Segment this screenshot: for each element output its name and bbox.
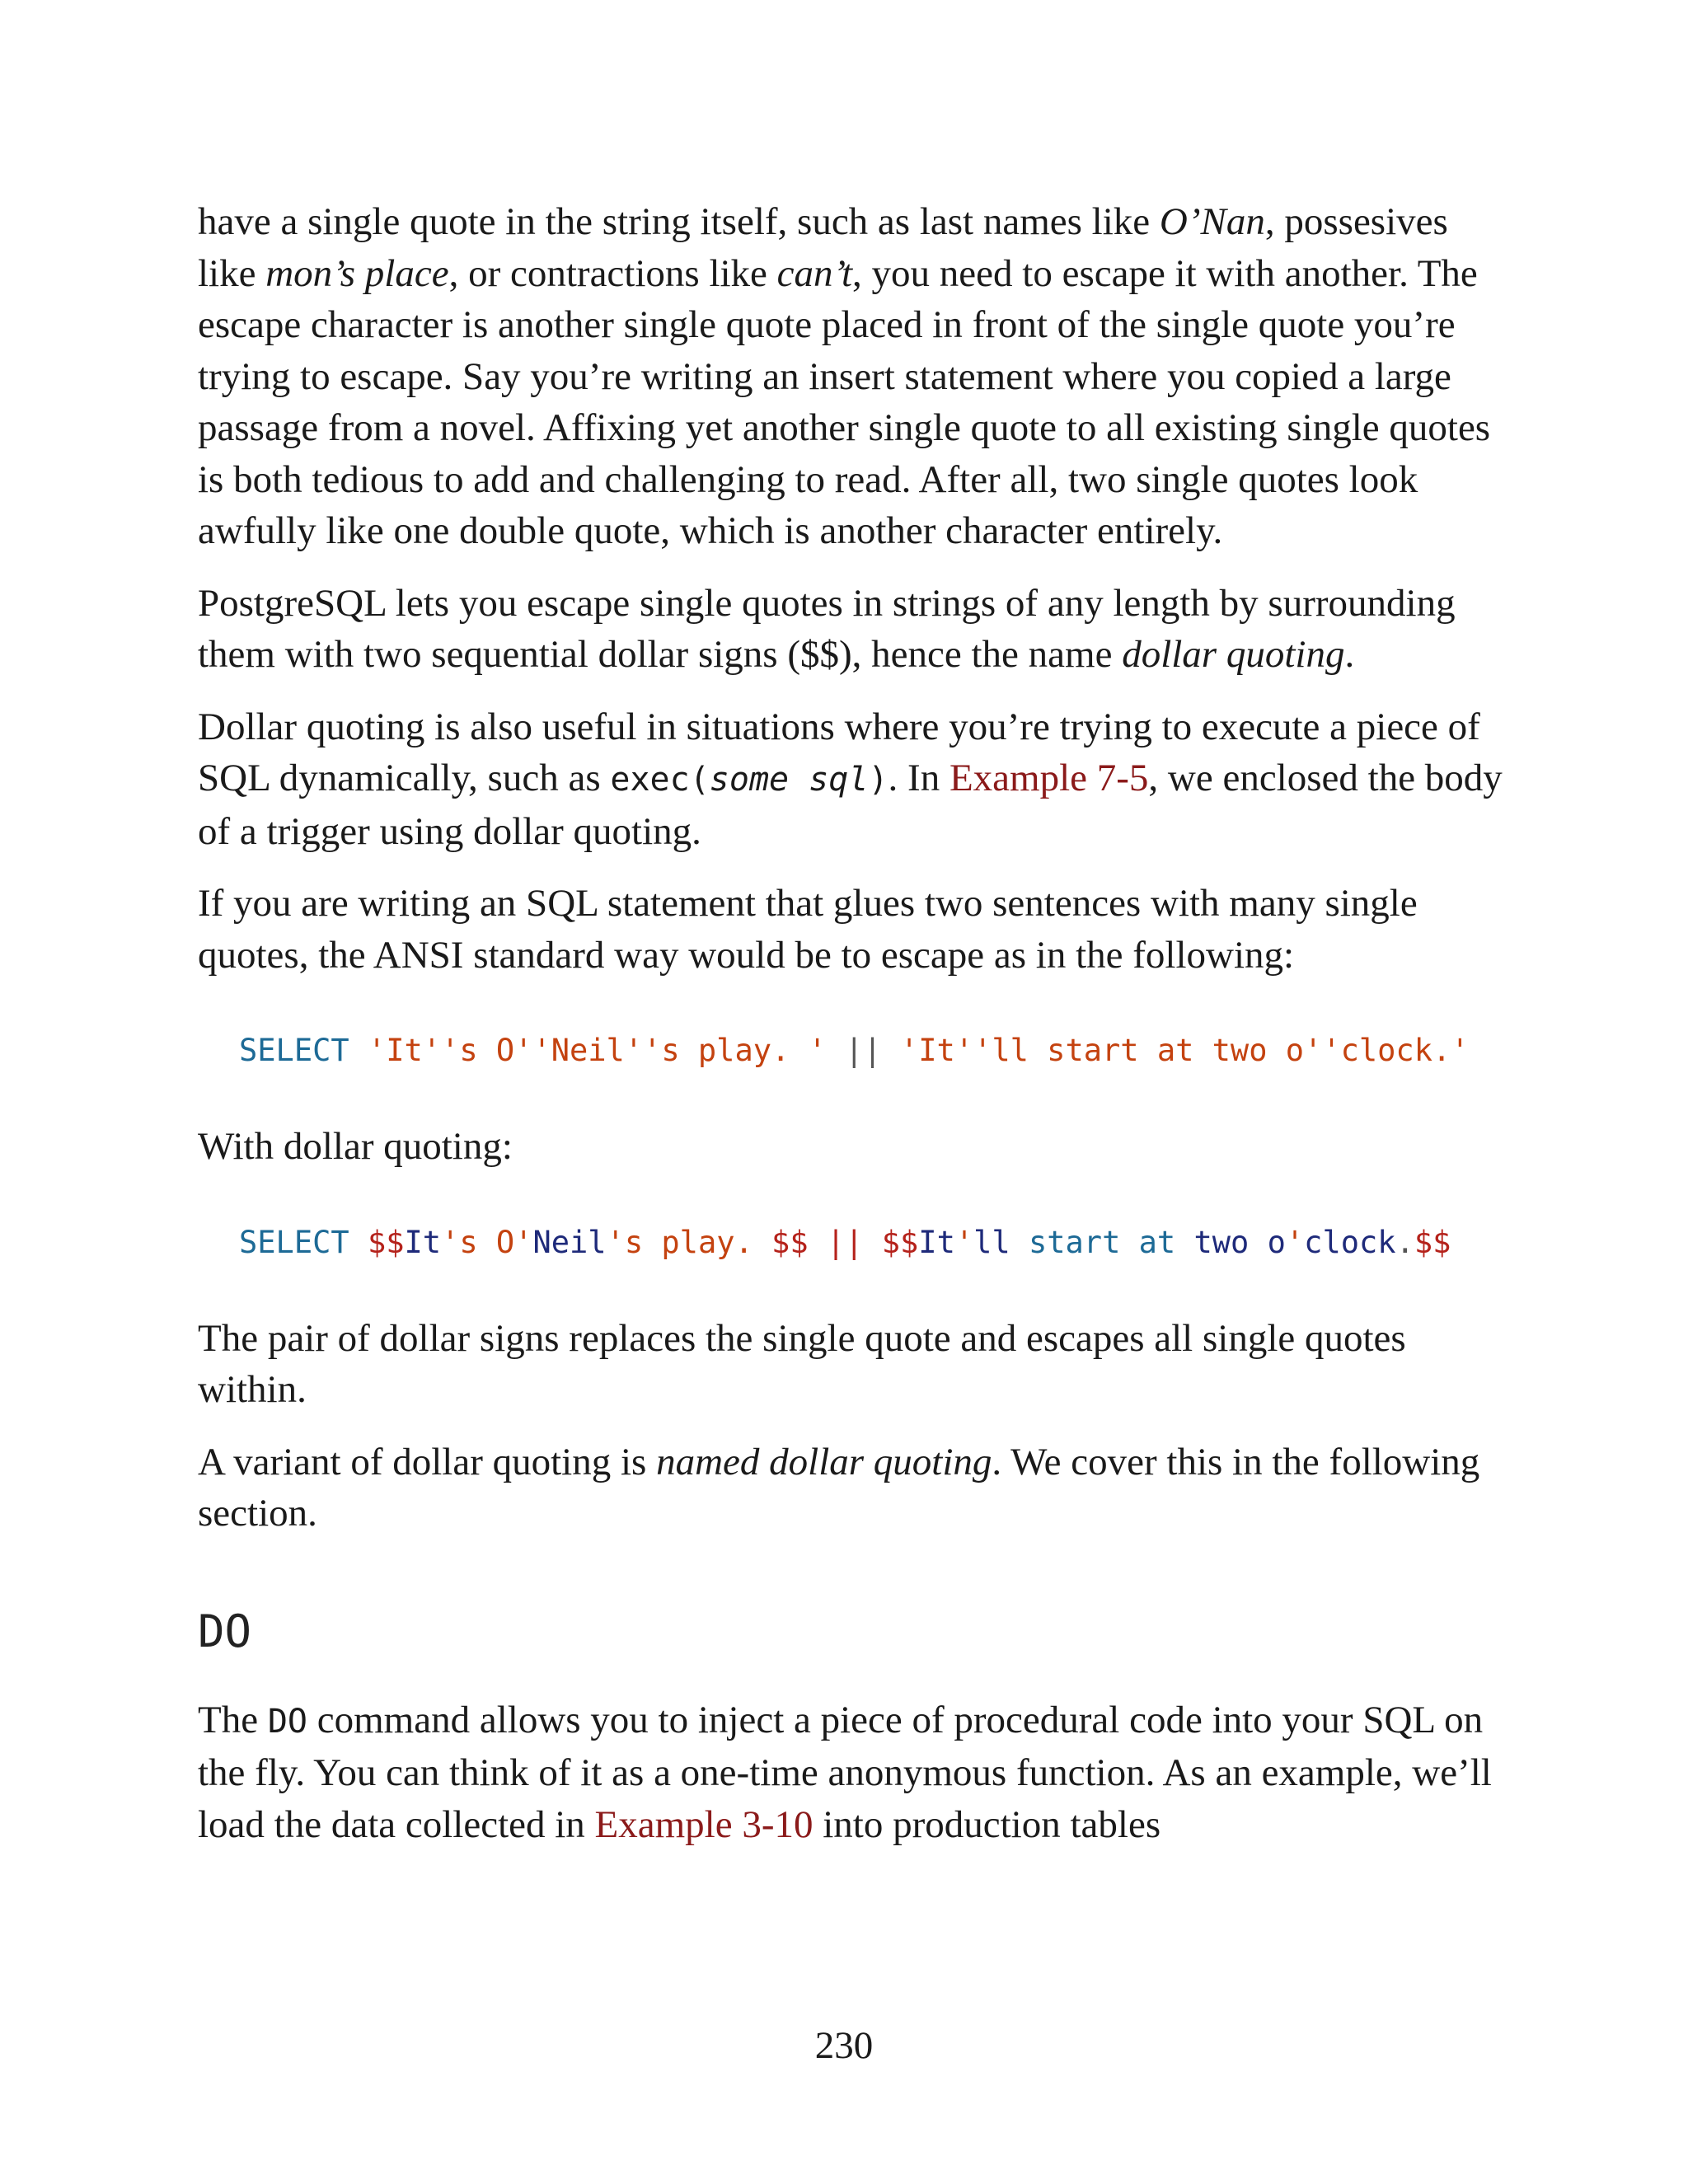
code-block-ansi-escape bbox=[239, 1030, 1508, 1071]
emphasis: O’Nan bbox=[1159, 200, 1265, 243]
code-punctuation: . bbox=[1395, 1224, 1414, 1260]
code-string: 's O' bbox=[441, 1224, 533, 1260]
emphasis: dollar quoting bbox=[1122, 633, 1345, 676]
code-token: Neil bbox=[532, 1224, 607, 1260]
code-token: o bbox=[1267, 1224, 1286, 1260]
page-number: 230 bbox=[814, 2024, 874, 2067]
text: If you are writing an SQL statement that glues two sentences with many single quotes, the ANSI standard way would be to escape as in the following: bbox=[198, 882, 1418, 977]
text: command allows you to inject a piece of procedural code into your SQL on the fly. You can think of it as a one-time anonymous function. As an example, we’ll load the data collected in bbox=[198, 1698, 1492, 1846]
text: PostgreSQL lets you escape single quotes in strings of any length by surrounding them with two sequential dollar signs ($$), hence the name bbox=[198, 581, 1456, 676]
code-keyword: SELECT bbox=[239, 1033, 349, 1068]
paragraph-do-command bbox=[198, 1694, 1508, 1851]
inline-code bbox=[610, 761, 888, 799]
text: , possesives like bbox=[198, 200, 1448, 295]
section-heading-do: DO bbox=[198, 1605, 252, 1657]
paragraph-with-dollar-quoting bbox=[198, 1121, 1508, 1173]
text: . We cover this in the following section. bbox=[198, 1440, 1480, 1535]
code-operator: || bbox=[845, 1033, 882, 1068]
text: The bbox=[198, 1698, 268, 1741]
code-block-dollar-quoting bbox=[239, 1222, 1508, 1263]
text: With dollar quoting: bbox=[198, 1125, 513, 1168]
link-example-7-5[interactable]: Example 7-5 bbox=[949, 757, 1149, 799]
paragraph-dollar-quoting-intro bbox=[198, 578, 1508, 681]
code-dollar: $$ bbox=[881, 1224, 919, 1260]
code-string: ' bbox=[954, 1224, 974, 1260]
code-token: It bbox=[918, 1224, 955, 1260]
paragraph-dynamic-sql bbox=[198, 701, 1508, 858]
text: , we enclosed the body of a trigger using dollar quoting. bbox=[198, 757, 1503, 853]
paragraph-named-dollar-quoting bbox=[198, 1436, 1508, 1540]
text: have a single quote in the string itself, such as last names like bbox=[198, 200, 1160, 243]
code-dollar: $$ bbox=[367, 1224, 405, 1260]
emphasis: mon’s place bbox=[265, 251, 449, 295]
emphasis: named dollar quoting bbox=[656, 1440, 992, 1483]
paragraph-pair-of-dollars bbox=[198, 1313, 1508, 1416]
code-operator: || bbox=[826, 1224, 864, 1260]
code-string: 's play. bbox=[606, 1224, 772, 1260]
code-text: ) bbox=[868, 761, 889, 799]
text: A variant of dollar quoting is bbox=[198, 1440, 657, 1483]
code-token: It bbox=[404, 1224, 442, 1260]
paragraph-single-quote-escape bbox=[198, 196, 1508, 557]
link-example-3-10[interactable]: Example 3-10 bbox=[594, 1802, 814, 1846]
text: . In bbox=[888, 757, 950, 799]
code-string: ' bbox=[1285, 1224, 1305, 1260]
text: . bbox=[1344, 633, 1355, 676]
code-dollar: $$ bbox=[1414, 1224, 1451, 1260]
code-token: clock bbox=[1304, 1224, 1396, 1260]
text: into production tables bbox=[813, 1802, 1161, 1846]
code-keyword: start bbox=[1028, 1224, 1121, 1260]
code-placeholder: some sql bbox=[709, 761, 869, 799]
text: , you need to escape it with another. The escape character is another single quote placed in front of the single quote you’re trying to escape. Say you’re writing an insert statement where you copied a large passage from a novel. Affixing yet another single quote to all existing single quotes is both tedious to add and challenging to read. After all, two single quotes look awfully like one double quote, which is another character entirely. bbox=[198, 251, 1491, 552]
code-token: ll bbox=[973, 1224, 1010, 1260]
code-token: two bbox=[1193, 1224, 1250, 1260]
code-dollar: $$ bbox=[771, 1224, 809, 1260]
page-body bbox=[198, 196, 1508, 1871]
code-keyword: at bbox=[1138, 1224, 1176, 1260]
text: , or contractions like bbox=[448, 251, 777, 295]
emphasis: can’t bbox=[776, 251, 853, 295]
text: The pair of dollar signs replaces the single quote and escapes all single quotes within. bbox=[198, 1316, 1406, 1411]
paragraph-ansi-standard bbox=[198, 878, 1508, 981]
code-text: exec( bbox=[610, 761, 710, 799]
code-string: 'It''s O''Neil''s play. ' bbox=[367, 1033, 827, 1068]
text: Dollar quoting is also useful in situations where you’re trying to execute a piece of SQL dynamically, such as bbox=[198, 705, 1480, 799]
code-keyword: SELECT bbox=[239, 1224, 349, 1260]
inline-code: DO bbox=[267, 1702, 307, 1741]
code-string: 'It''ll start at two o''clock.' bbox=[899, 1033, 1470, 1068]
